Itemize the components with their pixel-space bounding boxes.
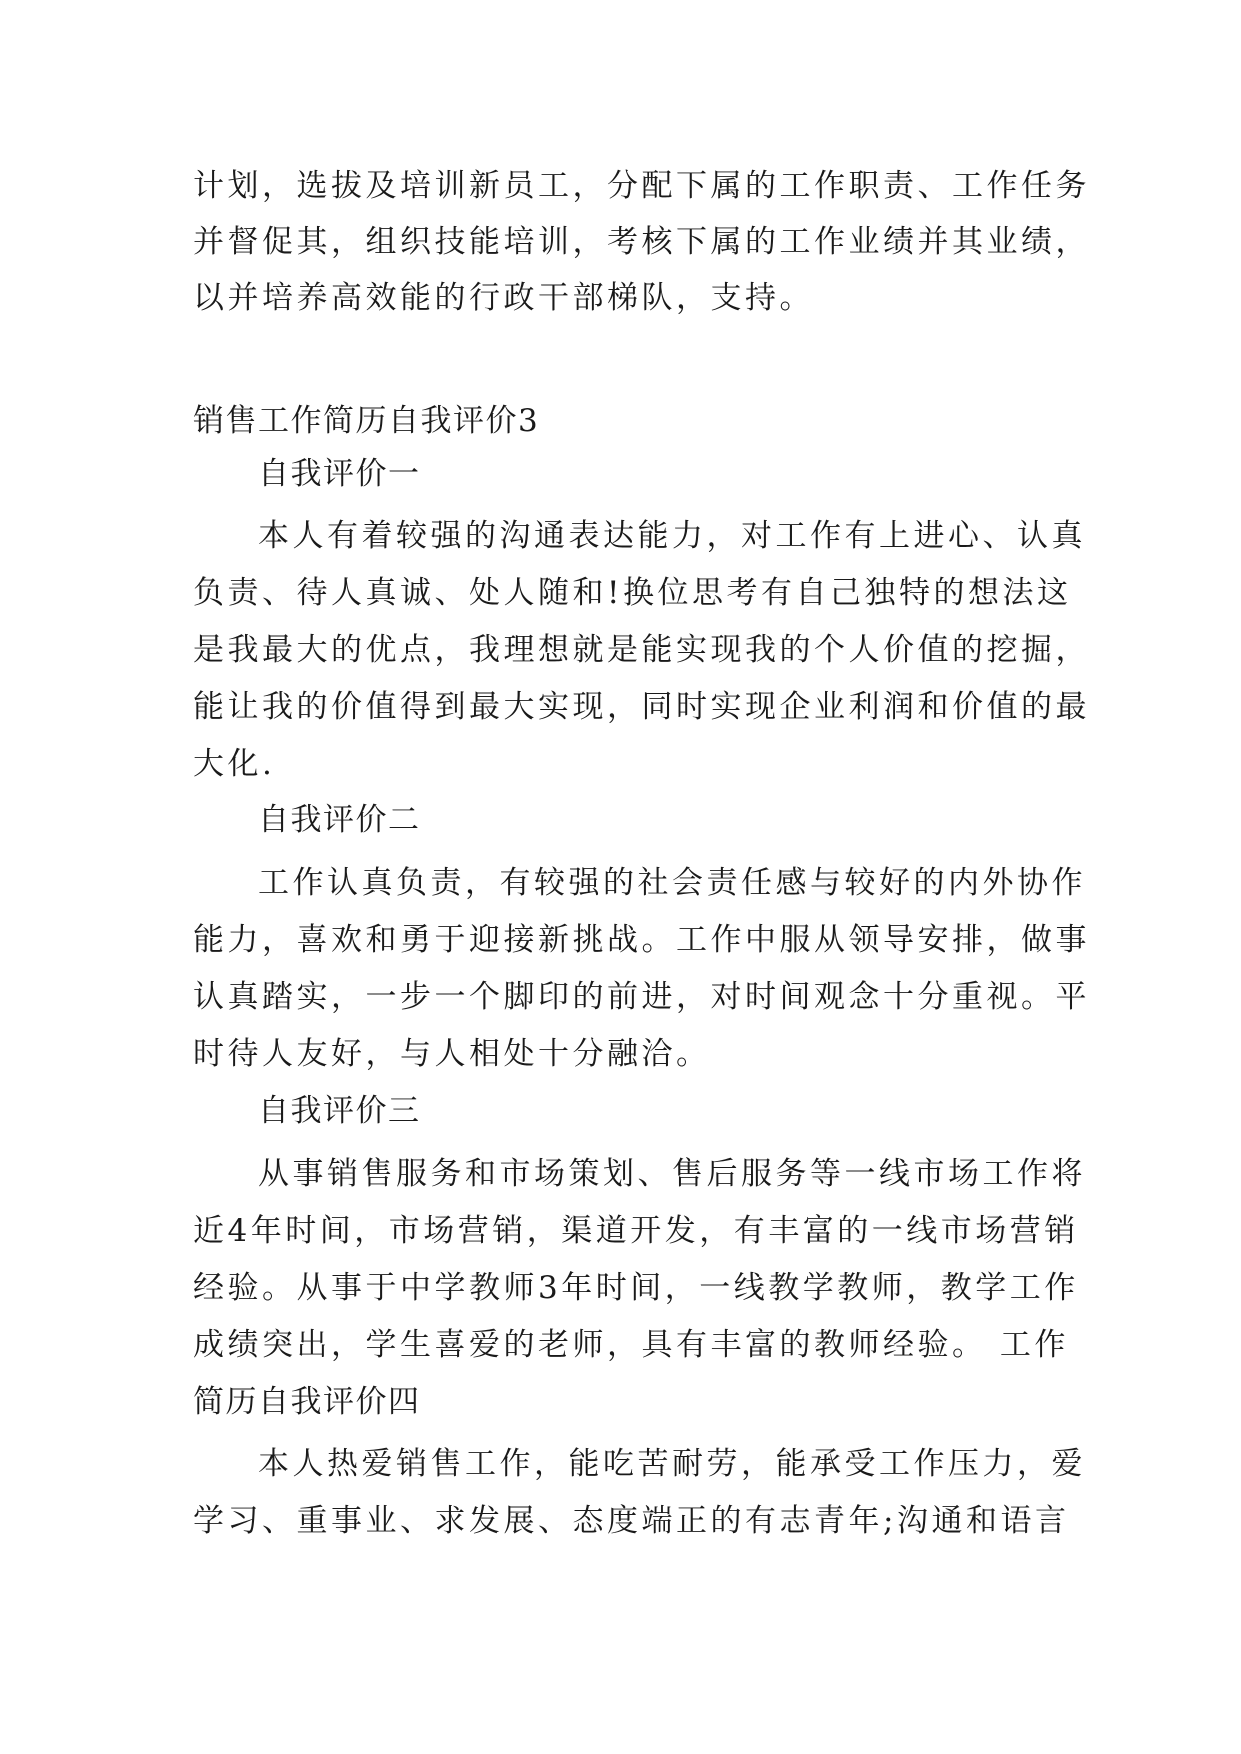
text-line: 从事销售服务和市场策划、售后服务等一线市场工作将	[258, 1156, 1086, 1192]
eval-heading-3: 自我评价三	[258, 1093, 421, 1129]
text-line: 简历自我评价四	[193, 1384, 421, 1420]
eval-heading-1: 自我评价一	[258, 456, 421, 492]
text-line: 本人热爱销售工作，能吃苦耐劳，能承受工作压力，爱	[258, 1446, 1086, 1482]
section-title: 销售工作简历自我评价3	[193, 403, 540, 439]
text-line: 本人有着较强的沟通表达能力，对工作有上进心、认真	[258, 518, 1086, 554]
text-line: 负责、待人真诚、处人随和!换位思考有自己独特的想法这	[193, 575, 1072, 611]
text-line: 以并培养高效能的行政干部梯队，支持。	[193, 280, 814, 316]
eval-heading-2: 自我评价二	[258, 802, 421, 838]
text-line: 学习、重事业、求发展、态度端正的有志青年;沟通和语言	[193, 1503, 1070, 1539]
text-line: 能力，喜欢和勇于迎接新挑战。工作中服从领导安排，做事	[193, 922, 1090, 958]
text-line: 认真踏实，一步一个脚印的前进，对时间观念十分重视。平	[193, 979, 1090, 1015]
text-line: 时待人友好，与人相处十分融洽。	[193, 1036, 711, 1072]
text-line: 大化.	[193, 746, 276, 782]
text-line: 经验。从事于中学教师3年时间，一线教学教师，教学工作	[193, 1270, 1079, 1306]
text-line: 并督促其，组织技能培训，考核下属的工作业绩并其业绩，	[193, 224, 1090, 260]
text-line: 能让我的价值得到最大实现，同时实现企业利润和价值的最	[193, 689, 1090, 725]
text-line: 成绩突出，学生喜爱的老师，具有丰富的教师经验。 工作	[193, 1327, 1069, 1363]
text-line: 近4年时间，市场营销，渠道开发，有丰富的一线市场营销	[193, 1213, 1079, 1249]
text-line: 工作认真负责，有较强的社会责任感与较好的内外协作	[258, 865, 1086, 901]
text-line: 是我最大的优点，我理想就是能实现我的个人价值的挖掘，	[193, 632, 1090, 668]
text-line: 计划，选拔及培训新员工，分配下属的工作职责、工作任务	[193, 168, 1090, 204]
